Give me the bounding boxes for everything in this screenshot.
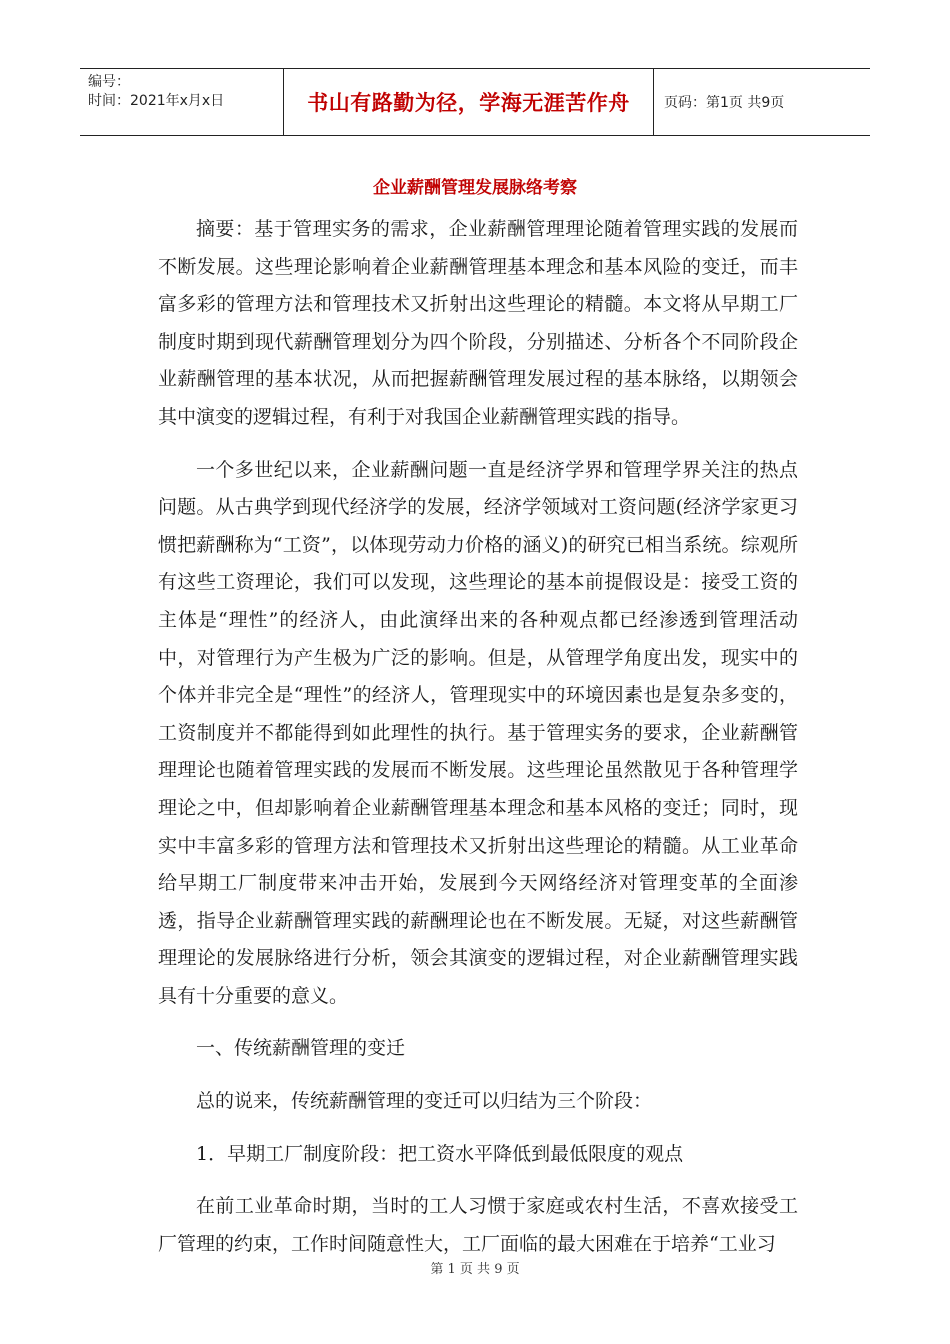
page-footer: 第 1 页 共 9 页 xyxy=(430,1262,520,1277)
number-label: 编号： xyxy=(88,74,130,90)
body-paragraph: 在前工业革命时期，当时的工人习惯于家庭或农村生活，不喜欢接受工厂管理的约束，工作时间随意性大，工厂面临的最大困难在于培养“工业习 xyxy=(158,1195,798,1255)
document-header xyxy=(80,68,870,136)
header-motto: 书山有路勤为径，学海无涯苦作舟 xyxy=(284,69,654,135)
document-body xyxy=(158,211,798,1278)
date-line: 时间：2021年x月x日 xyxy=(88,93,225,109)
document-title: 企业薪酬管理发展脉络考察 xyxy=(373,178,577,198)
abstract-paragraph: 摘要：基于管理实务的需求，企业薪酬管理理论随着管理实践的发展而不断发展。这些理论影响着企业薪酬管理基本理念和基本风险的变迁，而丰富多彩的管理方法和管理技术又折射出这些理论的精髓。本文将从早期工厂制度时期到现代薪酬管理划分为四个阶段，分别描述、分析各个不同阶段企业薪酬管理的基本状况，从而把握薪酬管理发展过程的基本脉络，以期领会其中演变的逻辑过程，有利于对我国企业薪酬管理实践的指导。 xyxy=(158,218,798,428)
header-meta xyxy=(80,69,284,135)
subsection-heading: 1．早期工厂制度阶段：把工资水平降低到最低限度的观点 xyxy=(196,1142,684,1165)
body-paragraph: 总的说来，传统薪酬管理的变迁可以归结为三个阶段： xyxy=(196,1090,653,1113)
intro-paragraph: 一个多世纪以来，企业薪酬问题一直是经济学界和管理学界关注的热点问题。从古典学到现代经济学的发展，经济学领域对工资问题(经济学家更习惯把薪酬称为“工资”，以体现劳动力价格的涵义)的研究已相当系统。综观所有这些工资理论，我们可以发现，这些理论的基本前提假设是：接受工资的主体是“理性”的经济人，由此演绎出来的各种观点都已经渗透到管理活动中，对管理行为产生极为广泛的影响。但是，从管理学角度出发，现实中的个体并非完全是“理性”的经济人，管理现实中的环境因素也是复杂多变的，工资制度并不都能得到如此理性的执行。基于管理实务的要求，企业薪酬管理理论也随着管理实践的发展而不断发展。这些理论虽然散见于各种管理学理论之中，但却影响着企业薪酬管理基本理念和基本风格的变迁；同时，现实中丰富多彩的管理方法和管理技术又折射出这些理论的精髓。从工业革命给早期工厂制度带来冲击开始，发展到今天网络经济对管理变革的全面渗透，指导企业薪酬管理实践的薪酬理论也在不断发展。无疑，对这些薪酬管理理论的发展脉络进行分析，领会其演变的逻辑过程，对企业薪酬管理实践具有十分重要的意义。 xyxy=(158,458,798,1007)
header-page-code: 页码：第1页 共9页 xyxy=(664,95,785,111)
section-heading: 一、传统薪酬管理的变迁 xyxy=(196,1037,406,1060)
